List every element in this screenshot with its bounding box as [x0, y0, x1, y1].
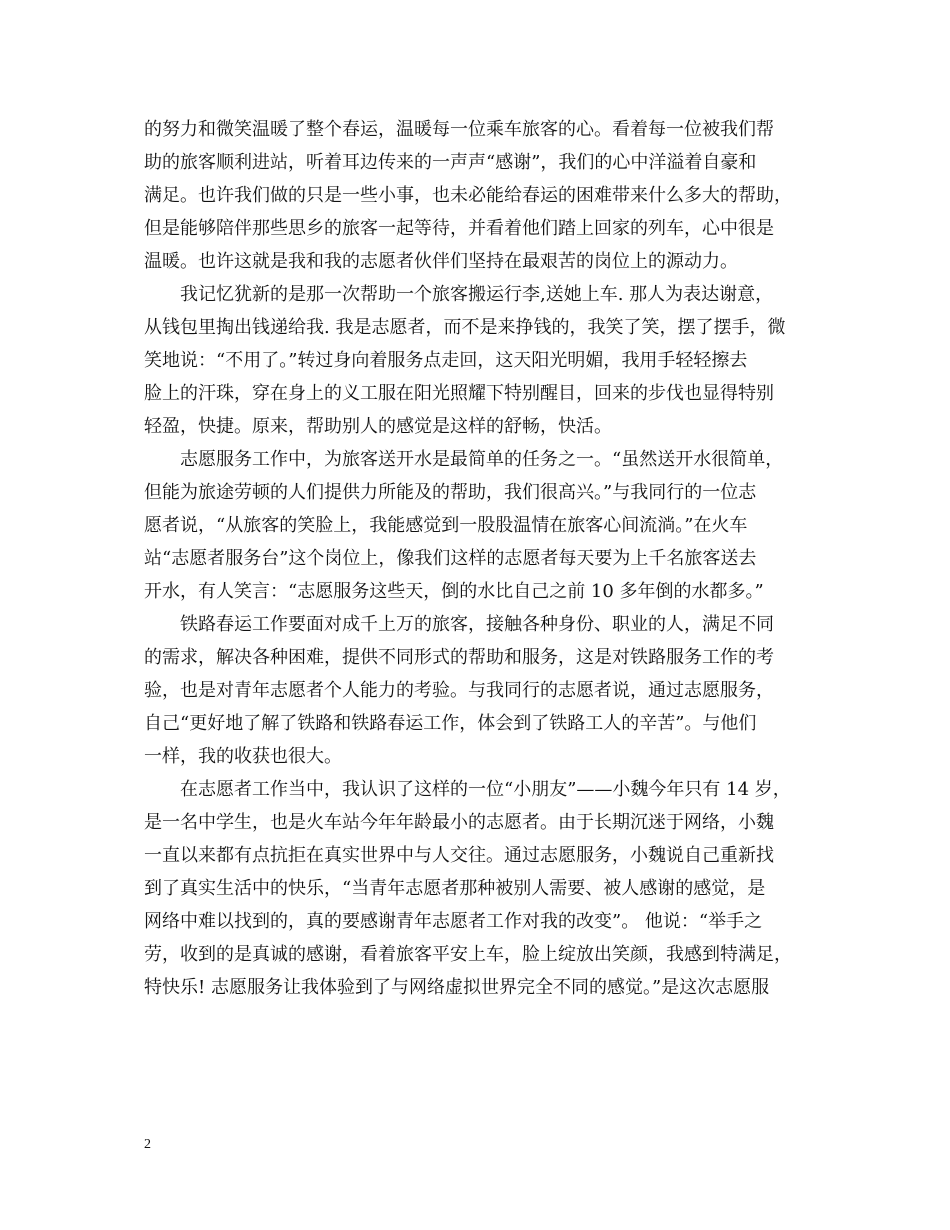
paragraph-first-line: 铁路春运工作要面对成千上万的旅客，接触各种身份、职业的人，满足不同	[180, 614, 774, 635]
text-line: 轻盈，快捷。原来，帮助别人的感觉是这样的舒畅，快活。	[144, 416, 612, 437]
text-line: 脸上的汗珠，穿在身上的义工服在阳光照耀下特别醒目，回来的步伐也显得特别	[144, 383, 774, 404]
text-line: 特快乐! 志愿服务让我体验到了与网络虚拟世界完全不同的感觉。”是这次志愿服	[144, 977, 770, 998]
text-line: 但能为旅途劳顿的人们提供力所能及的帮助，我们很高兴。”与我同行的一位志	[144, 482, 757, 503]
text-line: 是一名中学生，也是火车站今年年龄最小的志愿者。由于长期沉迷于网络，小魏	[144, 812, 774, 833]
text-line: 助的旅客顺利进站，听着耳边传来的一声声“感谢”，我们的心中洋溢着自豪和	[144, 152, 757, 173]
text-line: 温暖。也许这就是我和我的志愿者伙伴们坚持在最艰苦的岗位上的源动力。	[144, 251, 738, 272]
text-line: 的努力和微笑温暖了整个春运，温暖每一位乘车旅客的心。看着每一位被我们帮	[144, 119, 774, 140]
text-line: 网络中难以找到的，真的要感谢青年志愿者工作对我的改变”。 他说：“举手之	[144, 911, 763, 932]
body-text	[144, 113, 824, 1004]
text-line: 站“志愿者服务台”这个岗位上，像我们这样的志愿者每天要为上千名旅客送去	[144, 548, 757, 569]
text-line: 验，也是对青年志愿者个人能力的考验。与我同行的志愿者说，通过志愿服务，	[144, 680, 774, 701]
text-line: 到了真实生活中的快乐，“当青年志愿者那种被别人需要、被人感谢的感觉，是	[144, 878, 766, 899]
text-line: 满足。也许我们做的只是一些小事，也未必能给春运的困难带来什么多大的帮助，	[144, 185, 792, 206]
paragraph-first-line: 我记忆犹新的是那一次帮助一个旅客搬运行李,送她上车. 那人为表达谢意，	[180, 284, 774, 305]
page-number: 2	[144, 1137, 151, 1152]
text-line: 但是能够陪伴那些思乡的旅客一起等待，并看着他们踏上回家的列车，心中很是	[144, 218, 774, 239]
text-line: 开水，有人笑言：“志愿服务这些天，倒的水比自己之前 10 多年倒的水都多。”	[144, 581, 764, 602]
text-line: 的需求，解决各种困难，提供不同形式的帮助和服务，这是对铁路服务工作的考	[144, 647, 774, 668]
text-line: 笑地说：“不用了。”转过身向着服务点走回，这天阳光明媚，我用手轻轻擦去	[144, 350, 748, 371]
text-line: 劳，收到的是真诚的感谢，看着旅客平安上车，脸上绽放出笑颜，我感到特满足，	[144, 944, 792, 965]
paragraph-first-line: 在志愿者工作当中，我认识了这样的一位“小朋友”——小魏今年只有 14 岁，	[180, 779, 791, 800]
text-line: 自己“更好地了解了铁路和铁路春运工作，体会到了铁路工人的辛苦”。与他们	[144, 713, 757, 734]
text-line: 从钱包里掏出钱递给我. 我是志愿者，而不是来挣钱的，我笑了笑，摆了摆手，微	[144, 317, 786, 338]
text-line: 一直以来都有点抗拒在真实世界中与人交往。通过志愿服务，小魏说自己重新找	[144, 845, 774, 866]
text-line: 愿者说，“从旅客的笑脸上，我能感觉到一股股温情在旅客心间流淌。”在火车	[144, 515, 748, 536]
paragraph-first-line: 志愿服务工作中，为旅客送开水是最简单的任务之一。“虽然送开水很简单，	[180, 449, 784, 470]
text-line: 一样，我的收获也很大。	[144, 746, 342, 767]
